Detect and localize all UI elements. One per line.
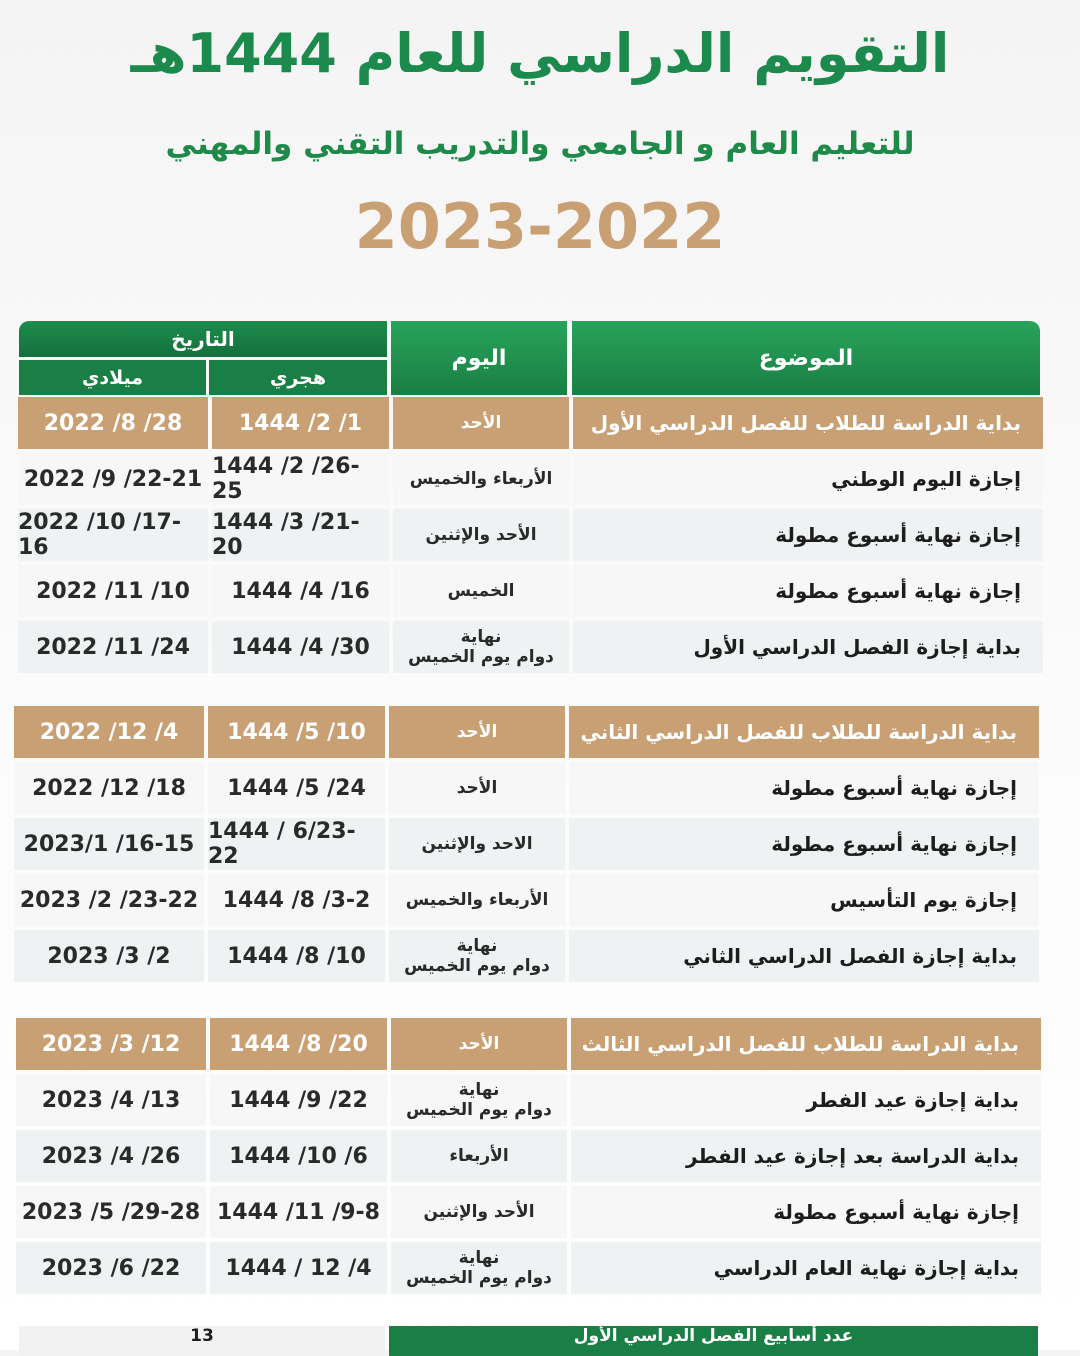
header-gregorian: ميلادي xyxy=(19,360,206,395)
row-day-line1: الخميس xyxy=(447,581,515,601)
table-row xyxy=(14,706,1039,758)
row-day xyxy=(393,453,569,505)
row-hijri-date: 1444 /4 /16 xyxy=(212,565,389,617)
row-day-line2: دوام يوم الخميس xyxy=(406,1268,552,1288)
row-topic: إجازة نهاية أسبوع مطولة xyxy=(571,1186,1041,1238)
row-gregorian-date: 2022 /10 /17-16 xyxy=(18,509,208,561)
row-gregorian-date: 2023 /4 /26 xyxy=(16,1130,206,1182)
row-topic: بداية إجازة الفصل الدراسي الأول xyxy=(573,621,1043,673)
row-day-line1: الأحد xyxy=(456,778,498,798)
table-row xyxy=(14,818,1039,870)
row-day xyxy=(391,1130,567,1182)
page-title: التقويم الدراسي للعام 1444هـ xyxy=(130,22,950,85)
row-hijri-date: 1444 / 12 /4 xyxy=(210,1242,387,1294)
row-hijri-date: 1444 /5 /10 xyxy=(208,706,385,758)
row-day xyxy=(391,1242,567,1294)
header-day: اليوم xyxy=(391,321,567,395)
row-day xyxy=(389,930,565,982)
table-row xyxy=(16,1074,1041,1126)
row-topic: إجازة نهاية أسبوع مطولة xyxy=(573,565,1043,617)
header-hijri: هجري xyxy=(209,360,387,395)
table-row xyxy=(18,509,1043,561)
row-gregorian-date: 2023 /3 /2 xyxy=(14,930,204,982)
row-hijri-date: 1444 /4 /30 xyxy=(212,621,389,673)
row-topic: بداية إجازة الفصل الدراسي الثاني xyxy=(569,930,1039,982)
row-hijri-date: 1444 /8 /20 xyxy=(210,1018,387,1070)
header-date: التاريخ xyxy=(19,321,387,357)
table-row xyxy=(18,565,1043,617)
row-hijri-date: 1444 /5 /24 xyxy=(208,762,385,814)
row-topic: إجازة اليوم الوطني xyxy=(573,453,1043,505)
row-day-line1: الأحد xyxy=(460,413,502,433)
row-hijri-date: 1444 /2 /1 xyxy=(212,397,389,449)
footer-weeks-label: عدد أسابيع الفصل الدراسي الأول xyxy=(389,1326,1038,1356)
table-row xyxy=(16,1186,1041,1238)
row-day-line1: الاحد والإثنين xyxy=(421,834,533,854)
row-gregorian-date: 2023 /4 /13 xyxy=(16,1074,206,1126)
table-row xyxy=(16,1018,1041,1070)
row-day-line2: دوام يوم الخميس xyxy=(404,956,550,976)
row-gregorian-date: 2022 /12 /18 xyxy=(14,762,204,814)
row-day xyxy=(389,874,565,926)
row-topic: بداية إجازة عيد الفطر xyxy=(571,1074,1041,1126)
row-hijri-date: 1444 /2 /26-25 xyxy=(212,453,389,505)
row-day-line1: نهاية xyxy=(458,1248,500,1268)
row-day-line1: الأربعاء xyxy=(449,1146,509,1166)
row-hijri-date: 1444 /9 /22 xyxy=(210,1074,387,1126)
row-gregorian-date: 2023 /5 /29-28 xyxy=(16,1186,206,1238)
table-row xyxy=(14,930,1039,982)
row-day xyxy=(389,818,565,870)
row-gregorian-date: 2022 /11 /24 xyxy=(18,621,208,673)
row-hijri-date: 1444 /8 /3-2 xyxy=(208,874,385,926)
header-topic: الموضوع xyxy=(572,321,1040,395)
row-gregorian-date: 2022 /12 /4 xyxy=(14,706,204,758)
table-row xyxy=(14,874,1039,926)
table-row xyxy=(18,397,1043,449)
row-day-line1: الأحد والإثنين xyxy=(425,525,537,545)
row-day-line1: الأحد والإثنين xyxy=(423,1202,535,1222)
row-day-line1: نهاية xyxy=(458,1080,500,1100)
row-topic: بداية الدراسة بعد إجازة عيد الفطر xyxy=(571,1130,1041,1182)
row-day xyxy=(393,565,569,617)
row-day xyxy=(391,1074,567,1126)
row-day-line2: دوام يوم الخميس xyxy=(408,647,554,667)
row-hijri-date: 1444 /3 /21-20 xyxy=(212,509,389,561)
row-hijri-date: 1444 /10 /6 xyxy=(210,1130,387,1182)
footer-weeks-value: 13 xyxy=(19,1326,385,1356)
row-topic: إجازة نهاية أسبوع مطولة xyxy=(569,818,1039,870)
row-topic: إجازة نهاية أسبوع مطولة xyxy=(573,509,1043,561)
row-topic: بداية إجازة نهاية العام الدراسي xyxy=(571,1242,1041,1294)
row-gregorian-date: 2022 /8 /28 xyxy=(18,397,208,449)
row-day xyxy=(391,1186,567,1238)
row-hijri-date: 1444 /11 /9-8 xyxy=(210,1186,387,1238)
row-gregorian-date: 2023 /6 /22 xyxy=(16,1242,206,1294)
row-hijri-date: 1444 / 6/23-22 xyxy=(208,818,385,870)
row-gregorian-date: 2022 /9 /22-21 xyxy=(18,453,208,505)
table-row xyxy=(18,621,1043,673)
row-day-line2: دوام يوم الخميس xyxy=(406,1100,552,1120)
row-day-line1: نهاية xyxy=(456,936,498,956)
row-day xyxy=(393,621,569,673)
row-day xyxy=(389,762,565,814)
row-day-line1: الأربعاء والخميس xyxy=(405,890,549,910)
row-gregorian-date: 2023 /2 /23-22 xyxy=(14,874,204,926)
row-day-line1: الأحد xyxy=(456,722,498,742)
row-topic: بداية الدراسة للطلاب للفصل الدراسي الثالث xyxy=(571,1018,1041,1070)
row-topic: إجازة يوم التأسيس xyxy=(569,874,1039,926)
table-row xyxy=(16,1242,1041,1294)
row-topic: بداية الدراسة للطلاب للفصل الدراسي الأول xyxy=(573,397,1043,449)
row-gregorian-date: 2023 /3 /12 xyxy=(16,1018,206,1070)
row-gregorian-date: 2023/1 /16-15 xyxy=(14,818,204,870)
table-row xyxy=(16,1130,1041,1182)
row-day xyxy=(393,397,569,449)
table-row xyxy=(18,453,1043,505)
row-day-line1: نهاية xyxy=(460,627,502,647)
row-day-line1: الأربعاء والخميس xyxy=(409,469,553,489)
row-day xyxy=(389,706,565,758)
row-gregorian-date: 2022 /11 /10 xyxy=(18,565,208,617)
row-topic: بداية الدراسة للطلاب للفصل الدراسي الثاني xyxy=(569,706,1039,758)
table-row xyxy=(14,762,1039,814)
row-day-line1: الأحد xyxy=(458,1034,500,1054)
row-day xyxy=(391,1018,567,1070)
row-topic: إجازة نهاية أسبوع مطولة xyxy=(569,762,1039,814)
row-day xyxy=(393,509,569,561)
academic-year: 2023-2022 xyxy=(354,190,726,263)
row-hijri-date: 1444 /8 /10 xyxy=(208,930,385,982)
page-subtitle: للتعليم العام و الجامعي والتدريب التقني والمهني xyxy=(165,126,915,162)
